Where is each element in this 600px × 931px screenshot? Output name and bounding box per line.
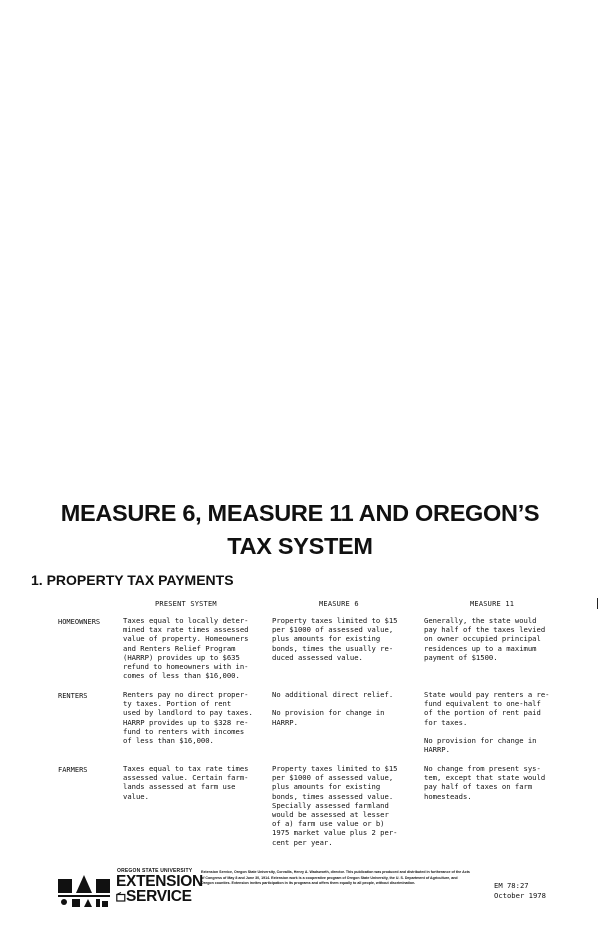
publication-number: EM 78:27 (494, 881, 529, 890)
cell-farmers-present: Taxes equal to tax rate times assessed value. Certain farm- lands assessed at farm use value. (123, 764, 249, 801)
row-label-homeowners: HOMEOWNERS (58, 618, 101, 626)
service-label: SERVICE (126, 888, 192, 905)
cell-homeowners-measure6: Property taxes limited to $15 per $1000 of assessed value, plus amounts for existing bonds, times the usually re- duced assessed value. (272, 616, 398, 662)
cell-renters-present: Renters pay no direct proper- ty taxes. Portion of rent used by landlord to pay taxes. HARRP provides up to $328 re- fund to renters with incomes of less than $16,000. (123, 690, 253, 746)
title-line-2: TAX SYSTEM (227, 533, 373, 559)
title-line-1: MEASURE 6, MEASURE 11 AND OREGON’S (60, 500, 540, 526)
publication-info (494, 881, 546, 901)
column-header-measure-6: MEASURE 6 (319, 600, 359, 608)
cell-homeowners-measure11: Generally, the state would pay half of the taxes levied on owner occupied principal residences up to a maximum payment of $1500. (424, 616, 546, 662)
row-label-farmers: FARMERS (58, 766, 88, 774)
university-name: OREGON STATE UNIVERSITY (117, 868, 193, 874)
row-label-renters: RENTERS (58, 692, 88, 700)
publication-date: October 1978 (494, 891, 546, 900)
document-title (0, 497, 600, 563)
cell-renters-measure11: State would pay renters a re- fund equivalent to one-half of the portion of rent paid for taxes. No provision for change in HARRP. (424, 690, 550, 755)
cell-renters-measure6: No additional direct relief. No provision for change in HARRP. (272, 690, 394, 727)
service-box-icon (116, 892, 126, 902)
extension-logo-icon (58, 871, 110, 909)
margin-mark (597, 598, 598, 609)
cell-farmers-measure11: No change from present sys- tem, except that state would pay half of taxes on farm homesteads. (424, 764, 546, 801)
column-header-present-system: PRESENT SYSTEM (155, 600, 217, 608)
column-header-measure-11: MEASURE 11 (470, 600, 515, 608)
extension-fine-print: Extension Service, Oregon State University, Corvallis, Henry A. Wadsworth, director. This publication was produced and distributed in furtherance of the Acts of Congress of May 8 and June 30, 1914. Extension work is a cooperative program of Oregon State University, the U. S. Department of Agriculture, and Oregon counties. Extension invites participation in its programs and offers them equally to all people, without discrimination. (201, 870, 470, 886)
cell-homeowners-present: Taxes equal to locally deter- mined tax rate times assessed value of property. Homeowners and Renters Relief Program (HARRP) provides up to $635 refund to homeowners with in- comes of less than $16,000. (123, 616, 249, 681)
section-heading: 1. PROPERTY TAX PAYMENTS (31, 572, 234, 588)
cell-farmers-measure6: Property taxes limited to $15 per $1000 of assessed value, plus amounts for existing bonds, times assessed value. Specially assessed farmland would be assessed at lesser of a) farm use value or b) 1975 market value plus 2 per- cent per year. (272, 764, 398, 847)
extension-wordmark: EXTENSION (116, 873, 203, 890)
service-wordmark (116, 889, 192, 905)
